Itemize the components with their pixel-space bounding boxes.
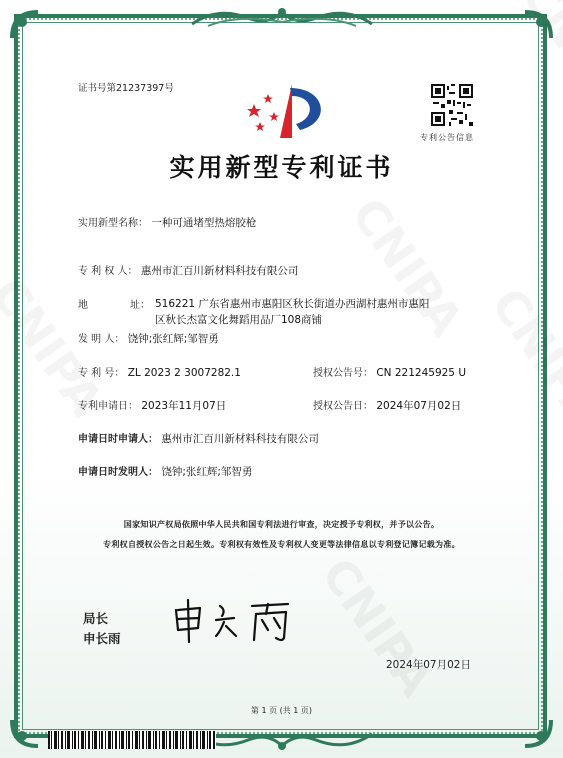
grant-pub-number-row (313, 364, 466, 379)
field-label: 地 (78, 300, 88, 311)
grant-pub-date-row (313, 397, 461, 413)
field-value: 区秋长杰富文化舞蹈用品厂108商铺 (155, 314, 323, 326)
corner-ornament-tl (8, 8, 42, 42)
inventor-on-filing-row (78, 463, 252, 479)
signature-date: 2024年07月02日 (386, 659, 471, 671)
field-label: 专 利 权 人： (78, 266, 138, 277)
field-label: 专 利 号： (78, 368, 125, 379)
applicant-on-filing-row (78, 430, 319, 446)
filing-date-row (78, 397, 226, 413)
field-label: 实用新型名称： (78, 218, 148, 229)
grant-notice-line: 专利权自授权公告之日起生效。专利权有效性及专利权人变更等法律信息以专利登记簿记载为准。 (103, 540, 460, 549)
qr-code (431, 84, 473, 126)
page-number: 第 1 页 (共 1 页) (250, 706, 313, 715)
inventor-row (78, 330, 219, 346)
handwritten-signature (170, 596, 300, 644)
certificate-number: 证书号第21237397号 (78, 83, 174, 94)
field-label: 专利申请日： (78, 401, 138, 412)
name-row (78, 214, 256, 230)
field-value: 一种可通堵型热熔胶枪 (151, 217, 257, 229)
patent-number-row (78, 364, 241, 379)
field-label: 授权公告号： (313, 368, 373, 379)
signatory-name: 申长雨 (83, 631, 121, 646)
corner-ornament-br (521, 716, 555, 750)
grant-notice-line: 国家知识产权局依照中华人民共和国专利法进行审查，决定授予专利权，并予以公告。 (123, 520, 440, 529)
barcode (48, 731, 216, 749)
field-value: 饶钟;张红辉;邹智勇 (161, 466, 253, 478)
field-label: 申请日时发明人： (78, 467, 158, 478)
page-title: 实用新型专利证书 (169, 153, 394, 182)
field-label: 发 明 人： (78, 334, 125, 345)
field-value: 2023年11月07日 (141, 400, 227, 412)
patentee-row (78, 262, 298, 278)
field-label: 申请日时申请人： (78, 434, 158, 445)
signatory-role: 局长 (83, 611, 109, 626)
cnipa-logo-icon (240, 82, 328, 140)
field-value: CN 221245925 U (376, 367, 467, 379)
field-value: 惠州市汇百川新材料科技有限公司 (140, 265, 299, 277)
qr-caption: 专利公告信息 (420, 133, 474, 142)
field-value: 饶钟;张红辉;邹智勇 (127, 333, 219, 345)
field-label: 址： (130, 300, 150, 311)
field-value: 516221 广东省惠州市惠阳区秋长街道办西湖村惠州市惠阳 (155, 298, 430, 310)
bottom-ornament (188, 728, 376, 754)
top-ornament (188, 4, 376, 30)
corner-ornament-bl (8, 716, 42, 750)
field-value: 惠州市汇百川新材料科技有限公司 (161, 433, 319, 445)
field-value: 2024年07月02日 (376, 400, 462, 412)
field-label: 授权公告日： (313, 401, 373, 412)
field-value: ZL 2023 2 3007282.1 (127, 367, 241, 379)
